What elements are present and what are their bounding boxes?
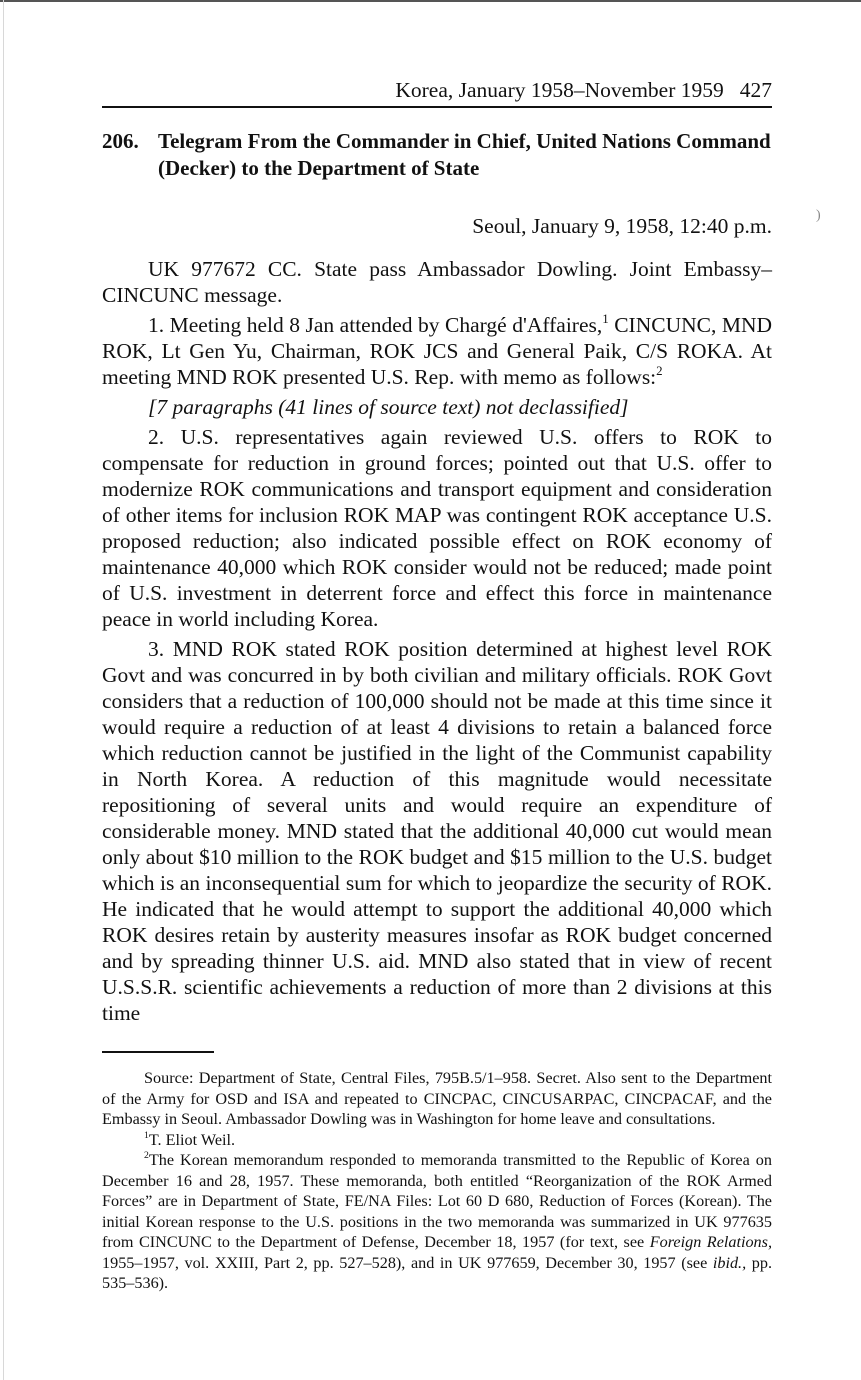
citation-foreign-relations: Foreign Relations, [649,1233,772,1251]
paragraph-1-text-a: 1. Meeting held 8 Jan attended by Chargé d'Affaires, [148,313,603,337]
page-top-edge [0,0,861,2]
source-note: Source: Department of State, Central Files, 795B.5/1–958. Secret. Also sent to the Department of the Army for OSD and ISA and repeated to CINCPAC, CINCUSARPAC, CINCPACAF, and the Embassy in Seoul. Ambassador Dowling was in Washington for home leave and consultations. [102,1069,772,1128]
footnote-2-text-c: pp. 535–536). [102,1253,772,1292]
paragraph-2: 2. U.S. representatives again reviewed U.S. offers to ROK to compensate for reduction in ground forces; pointed out that U.S. offer to modernize ROK communications and transport equipment and consideration of other items for inclusion ROK MAP was contingent ROK acceptance U.S. proposed reduction; also indicated possible effect on ROK economy of maintenance 40,000 which ROK consider would not be reduced; made point of U.S. investment in deterrent force and effect this force in maintenance peace in world including Korea. [102,425,772,631]
dateline: Seoul, January 9, 1958, 12:40 p.m. [472,214,772,238]
paragraph-intro: UK 977672 CC. State pass Ambassador Dowling. Joint Embassy–CINCUNC message. [102,257,772,307]
footnote-2 [102,1150,772,1294]
footnote-1-text: T. Eliot Weil. [148,1130,236,1149]
document-title: Telegram From the Commander in Chief, United Nations Command (Decker) to the Department of State [158,129,771,180]
footnote-2-text-b: 1955–1957, vol. XXIII, Part 2, pp. 527–528), and in UK 977659, December 30, 1957 (see [102,1253,713,1272]
footnote-1-marker: 1 [144,1129,149,1141]
margin-bracket-mark: ) [816,208,821,223]
page-left-edge [3,0,4,1380]
document-number: 206. [102,129,139,153]
footnote-2-marker: 2 [144,1150,149,1162]
editorial-note: [7 paragraphs (41 lines of source text) not declassified] [148,395,629,419]
page-number: 427 [739,78,772,102]
paragraph-1 [102,312,772,390]
footnote-separator [102,1051,214,1053]
footnote-ref-1[interactable]: 1 [602,311,609,326]
citation-ibid: ibid., [712,1253,747,1272]
footnote-ref-2[interactable]: 2 [656,363,663,378]
footnotes [102,1068,772,1294]
telegram-body [102,256,772,1026]
paragraph-1-text-b: CINCUNC, MND ROK, Lt Gen Yu, Chairman, ROK JCS and General Paik, C/S ROKA. At meeting MND ROK presented U.S. Rep. with memo as follows: [102,313,773,389]
running-header [102,76,772,108]
footnote-1 [102,1130,772,1151]
document-heading [102,128,772,182]
paragraph-3: 3. MND ROK stated ROK position determined at highest level ROK Govt and was concurred in by both civilian and military officials. ROK Govt considers that a reduction of 100,000 should not be made at this time since it would require a reduction of at least 4 divisions to retain a balanced force which reduction cannot be justified in the light of the Communist capability in North Korea. A reduction of this magnitude would necessitate repositioning of several units and would require an expenditure of considerable money. MND stated that the additional 40,000 cut would mean only about $10 million to the ROK budget and $15 million to the U.S. budget which is an inconsequential sum for which to jeopardize the security of ROK. He indicated that he would attempt to support the additional 40,000 which ROK desires retain by austerity measures insofar as ROK budget concerned and by spreading thinner U.S. aid. MND also stated that in view of recent U.S.S.R. scientific achievements a reduction of more than 2 divisions at this time [102,637,772,1025]
running-title: Korea, January 1958–November 1959 [395,78,724,102]
footnote-2-text-a: The Korean memorandum responded to memoranda transmitted to the Republic of Korea on December 16 and 28, 1957. These memoranda, both entitled “Reorganization of the ROK Armed Forces” are in Department of State, FE/NA Files: Lot 60 D 680, Reduction of Forces (Korean). The initial Korean response to the U.S. positions in the two memoranda was summarized in UK 977635 from CINCUNC to the Department of Defense, December 18, 1957 (for text, see [102,1151,772,1251]
